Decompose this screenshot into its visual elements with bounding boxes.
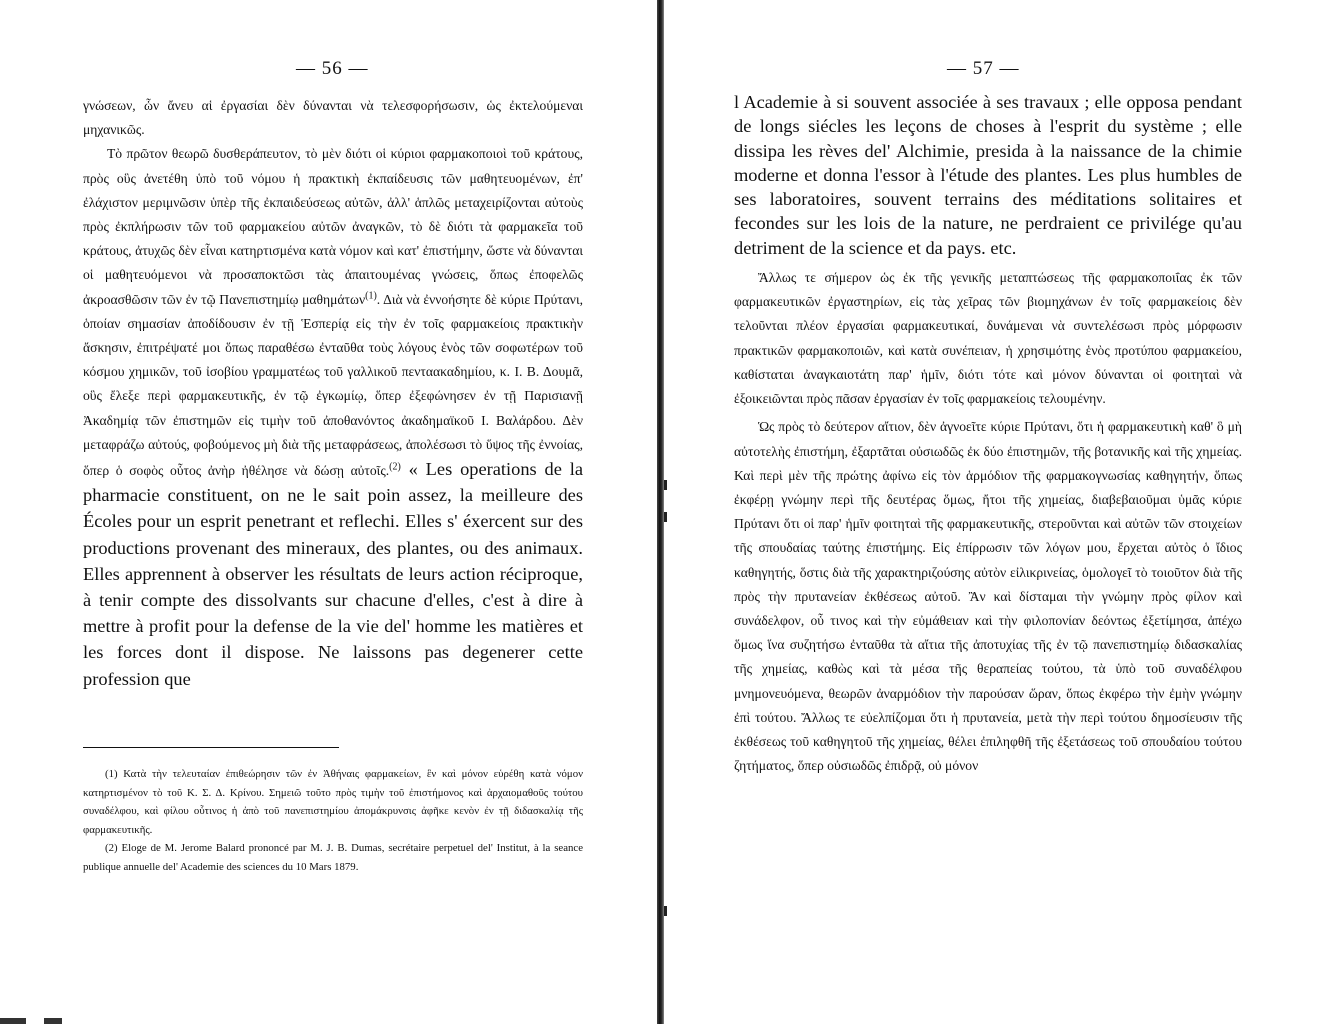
- footnotes: [83, 765, 583, 876]
- footnote-2: (2) Eloge de M. Jerome Balard prononcé par M. J. B. Dumas, secrétaire perpetuel del' Institut, à la seance publique annuelle del' Academie des sciences du 10 Mars 1879.: [83, 842, 583, 873]
- left-page: [0, 0, 660, 1024]
- right-page-body: [734, 90, 1242, 778]
- paragraph-3: Ἄλλως τε σήμερον ὡς ἐκ τῆς γενικῆς μεταπτώσεως τῆς φαρμακοποιΐας ἐκ τῶν φαρμακευτικῶν ἐργαστηρίων, εἰς τὰς χεῖρας τῶν βιομηχάνων ἐν τοῖς φαρμακείοις δὲν τελοῦνται πλέον ἐργασίαι φαρμακευτικαί, δυνάμεναι νὰ συντελέσωσι πρὸς μόρφωσιν πρακτικῶν φαρμακοποιῶν, καὶ κατὰ συνέπειαν, ἡ χρησιμότης ἑνὸς προτύπου φαρμακείου, καθίσταται ἀναγκαιοτάτη παρ' ἡμῖν, διότι τότε καὶ μόνον δύνανται οἱ φοιτηταὶ νὰ ἐξοικειῶνται πρὸς πᾶσαν ἐργασίαν ἐν τοῖς φαρμακείοις τελουμένην.: [734, 270, 1242, 407]
- right-page: [664, 0, 1328, 1024]
- paragraph-2-continuation: . Διὰ νὰ ἐννοήσητε δὲ κύριε Πρύτανι, ὁποίαν σημασίαν ἀποδίδουσιν ἐν τῇ Ἑσπερίᾳ εἰς τὴν ἐν τοῖς φαρμακείοις πρακτικὴν ἄσκησιν, ἐπιτρέψατέ μοι ὅπως παραθέσω ἐνταῦθα τοὺς λόγους ἑνὸς τῶν σοφωτέρων τοῦ κόσμου χημικῶν, τοῦ ἰσοβίου γραμματέως τοῦ γαλλικοῦ πενταακαδημίου, κ. Ι. Β. Δουμᾶ, οὓς ἔλεξε περὶ φαρμακευτικῆς, ἐν τῷ ἐγκωμίῳ, ὅπερ ἐξεφώνησεν ἐν τῇ Παρισιανῇ Ἀκαδημίᾳ τῶν ἐπιστημῶν εἰς τιμὴν τοῦ ἀποθανόντος ἀκαδημαϊκοῦ Ι. Βαλάρδου. Δὲν μεταφράζω αὐτούς, φοβούμενος μὴ διὰ τῆς μεταφράσεως, ἀπολέσωσι τὸ ὕψος τῆς ἐννοίας, ὅπερ ὁ σοφὸς οὗτος ἀνὴρ ἠθέλησε νὰ δώσῃ αὐτοῖς.: [83, 291, 583, 479]
- paragraph-2: [83, 142, 583, 692]
- page-number-56: — 56 —: [296, 58, 369, 79]
- french-quote-end: l Academie à si souvent associée à ses travaux ; elle opposa pendant de longs siécles les leçons de choses à l'esprit du système ; elle dissipa les rèves del' Alchimie, presida à la naissance de la chimie moderne et donna l'essor à l'étude des plantes. Les plus humbles de ses laboratoires, souvent terrains des méditations solitaires et fecondes sur les lois de la nature, ne perdraient ce privilége qu'au detriment de la science et da pays. etc.: [734, 92, 1242, 258]
- scan-edge-mark: [0, 1018, 26, 1024]
- footnote-1: (1) Κατὰ τὴν τελευταίαν ἐπιθεώρησιν τῶν ἐν Ἀθήναις φαρμακείων, ἓν καὶ μόνον εὑρέθη κατὰ νόμον κατηρτισμένον τὸ τοῦ Κ. Σ. Δ. Κρίνου. Σημειῶ τοῦτο πρὸς τιμὴν τοῦ ἐπιστήμονος καὶ ἀρχαιομαθοῦς τούτου συναδέλφου, καὶ φίλου οὗτινος ἡ ἀπὸ τοῦ πανεπιστημίου ἀπομάκρυνσις ἀφῆκε κενὸν ἐν τῇ διδασκαλίᾳ τῆς φαρμακευτικῆς.: [83, 768, 583, 836]
- paragraph-4: Ὡς πρὸς τὸ δεύτερον αἴτιον, δὲν ἀγνοεῖτε κύριε Πρύτανι, ὅτι ἡ φαρμακευτικὴ καθ' ὃ μὴ αὐτοτελὴς ἐπιστήμη, ἐξαρτᾶται οὐσιωδῶς ἐκ δύο ἐπιστημῶν, τῆς βοτανικῆς καὶ τῆς χημείας. Καὶ περὶ μὲν τῆς πρώτης ἀφίνω εἰς τὸν ἁρμόδιον τῆς φαρμακογνωσίας καθηγητήν, ὅπως ἐκφέρῃ γνώμην περὶ τῆς δευτέρας ὅμως, ἤτοι τῆς χημείας, διαβεβαιοῦμαι ὑμᾶς κύριε Πρύτανι ὅτι οἱ παρ' ἡμῖν φοιτηταὶ τῆς φαρμακευτικῆς, στεροῦνται καὶ αὐτῶν τῶν στοιχείων τῆς σπουδαίας ταύτης ἐπιστήμης. Εἰς ἐπίρρωσιν τῶν λόγων μου, ἔρχεται αὐτὸς ὁ ἴδιος καθηγητής, ὅστις διὰ τῆς χαρακτηριζούσης αὐτὸν εἰλικρινείας, ὁμολογεῖ τὸ τοιοῦτον διὰ τῆς πρὸς τὴν πρυτανείαν ἐκθέσεως αὐτοῦ. Ἂν καὶ δίσταμαι τὴν γνώμην πρὸς φίλον καὶ συνάδελφον, οὗ τινος καὶ τὴν εὐμάθειαν καὶ τὴν φιλοπονίαν δεόντως ἐξετίμησα, ἀπέχω ὅμως ἵνα συζητήσω ἐνταῦθα τὰ αἴτια τῆς ἀποτυχίας τῆς ἐν τῷ πανεπιστημίῳ διδασκαλίας τῆς χημείας, καθὼς καὶ τὰ μέσα τῆς θεραπείας τούτου, τὰ ὑπὸ τοῦ συναδέλφου μνημονευόμενα, θεωρῶν ἀναρμόδιον τὴν παρούσαν ὥραν, ὅπως ἐκφέρω τὴν ἐμὴν γνώμην ἐπὶ τούτου. Ἄλλως τε εὐελπίζομαι ὅτι ἡ πρυτανεία, μετὰ τὴν περὶ τούτου δημοσίευσιν τῆς ἐκθέσεως τοῦ καθηγητοῦ τῆς χημείας, θέλει ἐπιληφθῆ τῆς ἐξετάσεως τοῦ σπουδαίου τούτου ζητήματος, ὅπερ οὐσιωδῶς ἐπιδρᾷ, οὐ μόνον: [734, 419, 1242, 774]
- footnote-rule: [83, 747, 339, 748]
- note-ref-2: (2): [389, 461, 401, 473]
- scan-edge-mark: [44, 1018, 62, 1024]
- page-number-57: — 57 —: [947, 58, 1020, 79]
- paragraph-2-text: Τὸ πρῶτον θεωρῶ δυσθεράπευτον, τὸ μὲν διότι οἱ κύριοι φαρμακοποιοὶ τοῦ κράτους, πρὸς οὓς ἀνετέθη ὑπὸ τοῦ νόμου ἡ πρακτικὴ ἐκπαίδευσις τῶν μαθητευομένων, ἐπ' ἐλάχιστον μεριμνῶσιν ὑπὲρ τῆς ἐκπαιδεύσεως αὐτῶν, ἀλλ' ἁπλῶς μεταχειρίζονται αὐτοὺς πρὸς ἐκπλήρωσιν τῶν τοῦ φαρμακείου αὐτῶν ἀναγκῶν, τὸ δὲ διότι τὰ φαρμακεῖα τοῦ κράτους, ἀτυχῶς δὲν εἶναι κατηρτισμένα κατὰ νόμον καὶ κατ' ἐπιστήμην, ὥστε νὰ δύνανται οἱ μαθητευόμενοι νὰ προσαποκτῶσι τὰς ἀπαιτουμένας γνώσεις, ὅπως ἐποφελῶς ἀκροασθῶσιν τῶν ἐν τῷ Πανεπιστημίῳ μαθημάτων: [83, 146, 583, 307]
- note-ref-1: (1): [365, 290, 377, 302]
- french-quote-start: « Les operations de la pharmacie constituent, on ne le sait poin assez, la meilleure des Écoles pour un esprit penetrant et reflechi. Elles s' éxercent sur des productions provenant des mineraux, des plantes, ou des animaux. Elles apprennent à observer les résultats de leurs action réciproque, à tenir compte des dissolvants sur chacune d'elles, c'est à dire à mettre à profit pour la defense de la vie del' homme les matières et les forces dont il dispose. Ne laissons pas degenerer cette profession que: [83, 459, 583, 689]
- left-page-body: [83, 94, 583, 693]
- paragraph-1: γνώσεων, ὧν ἄνευ αἱ ἐργασίαι δὲν δύνανται νὰ τελεσφορήσωσιν, ὡς ἐκτελούμεναι μηχανικῶς.: [83, 98, 583, 138]
- book-gutter: [657, 0, 664, 1024]
